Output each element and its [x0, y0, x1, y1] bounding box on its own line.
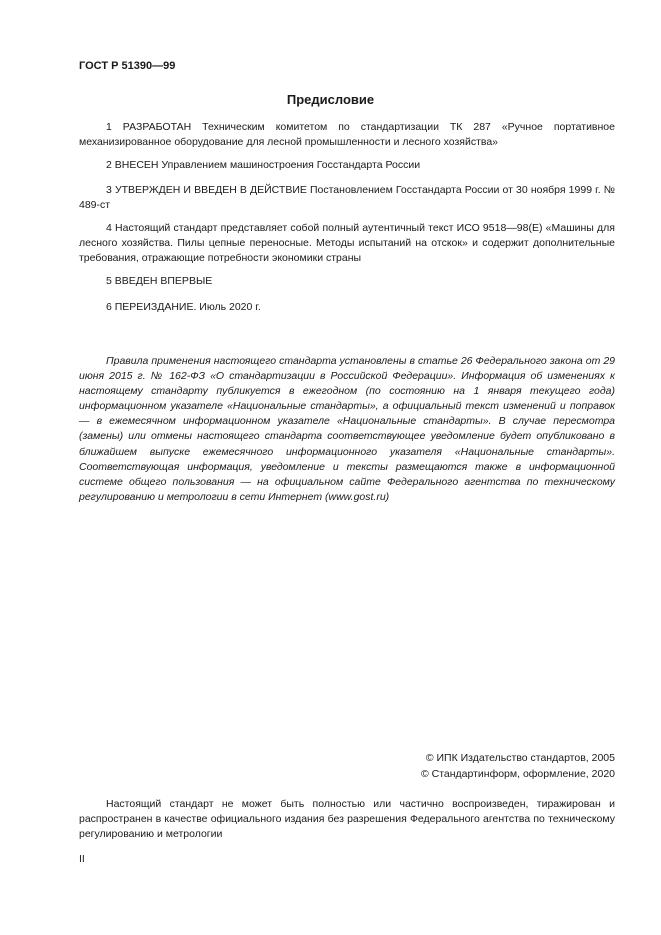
foreword-item-5: 5 ВВЕДЕН ВПЕРВЫЕ — [106, 275, 213, 287]
application-rules-notice: Правила применения настоящего стандарта установлены в статье 26 Федерального закона от 29 июня 2015 г. № 162-ФЗ «О стандартизации в Российской Федерации». Информация об изменениях к настоящему стандарту публикуется в ежегодном (по состоянию на 1 января текущего года) информационном указателе «Национальные стандарты», а официальный текст изменений и поправок — в ежемесячном информационном указателе «Национальные стандарты». В случае пересмотра (замены) или отмены настоящего стандарта соответствующее уведомление будет опубликовано в ближайшем выпуске ежемесячного информационного указателя «Национальные стандарты». Соответствующая информация, уведомление и тексты размещаются также в информационной системе общего пользования — на официальном сайте Федерального агентства по техническому регулированию и метрологии в сети Интернет (www.gost.ru) — [79, 355, 615, 503]
page-number: II — [79, 853, 85, 865]
foreword-item-2: 2 ВНЕСЕН Управлением машиностроения Госстандарта России — [106, 159, 421, 171]
foreword-item-3: 3 УТВЕРЖДЕН И ВВЕДЕН В ДЕЙСТВИЕ Постановлением Госстандарта России от 30 ноября 1999 г. № 489-ст — [79, 184, 615, 211]
reproduction-notice: Настоящий стандарт не может быть полностью или частично воспроизведен, тиражирован и распространен в качестве официального издания без разрешения Федерального агентства по техническому регулированию и метрологии — [79, 798, 615, 840]
standard-code: ГОСТ Р 51390—99 — [79, 60, 176, 72]
foreword-item-4: 4 Настоящий стандарт представляет собой полный аутентичный текст ИСО 9518—98(Е) «Машины для лесного хозяйства. Пилы цепные переносные. Методы испытаний на отскок» и содержит дополнительные требования, отражающие потребности экономики страны — [79, 222, 615, 264]
foreword-item-6: 6 ПЕРЕИЗДАНИЕ. Июль 2020 г. — [106, 301, 261, 313]
foreword-item-1: 1 РАЗРАБОТАН Техническим комитетом по стандартизации ТК 287 «Ручное портативное механизированное оборудование для лесной промышленности и лесного хозяйства» — [79, 121, 615, 148]
copyright-line-2: © Стандартинформ, оформление, 2020 — [420, 768, 615, 780]
page-title: Предисловие — [286, 92, 375, 107]
copyright-line-1: © ИПК Издательство стандартов, 2005 — [425, 752, 615, 764]
